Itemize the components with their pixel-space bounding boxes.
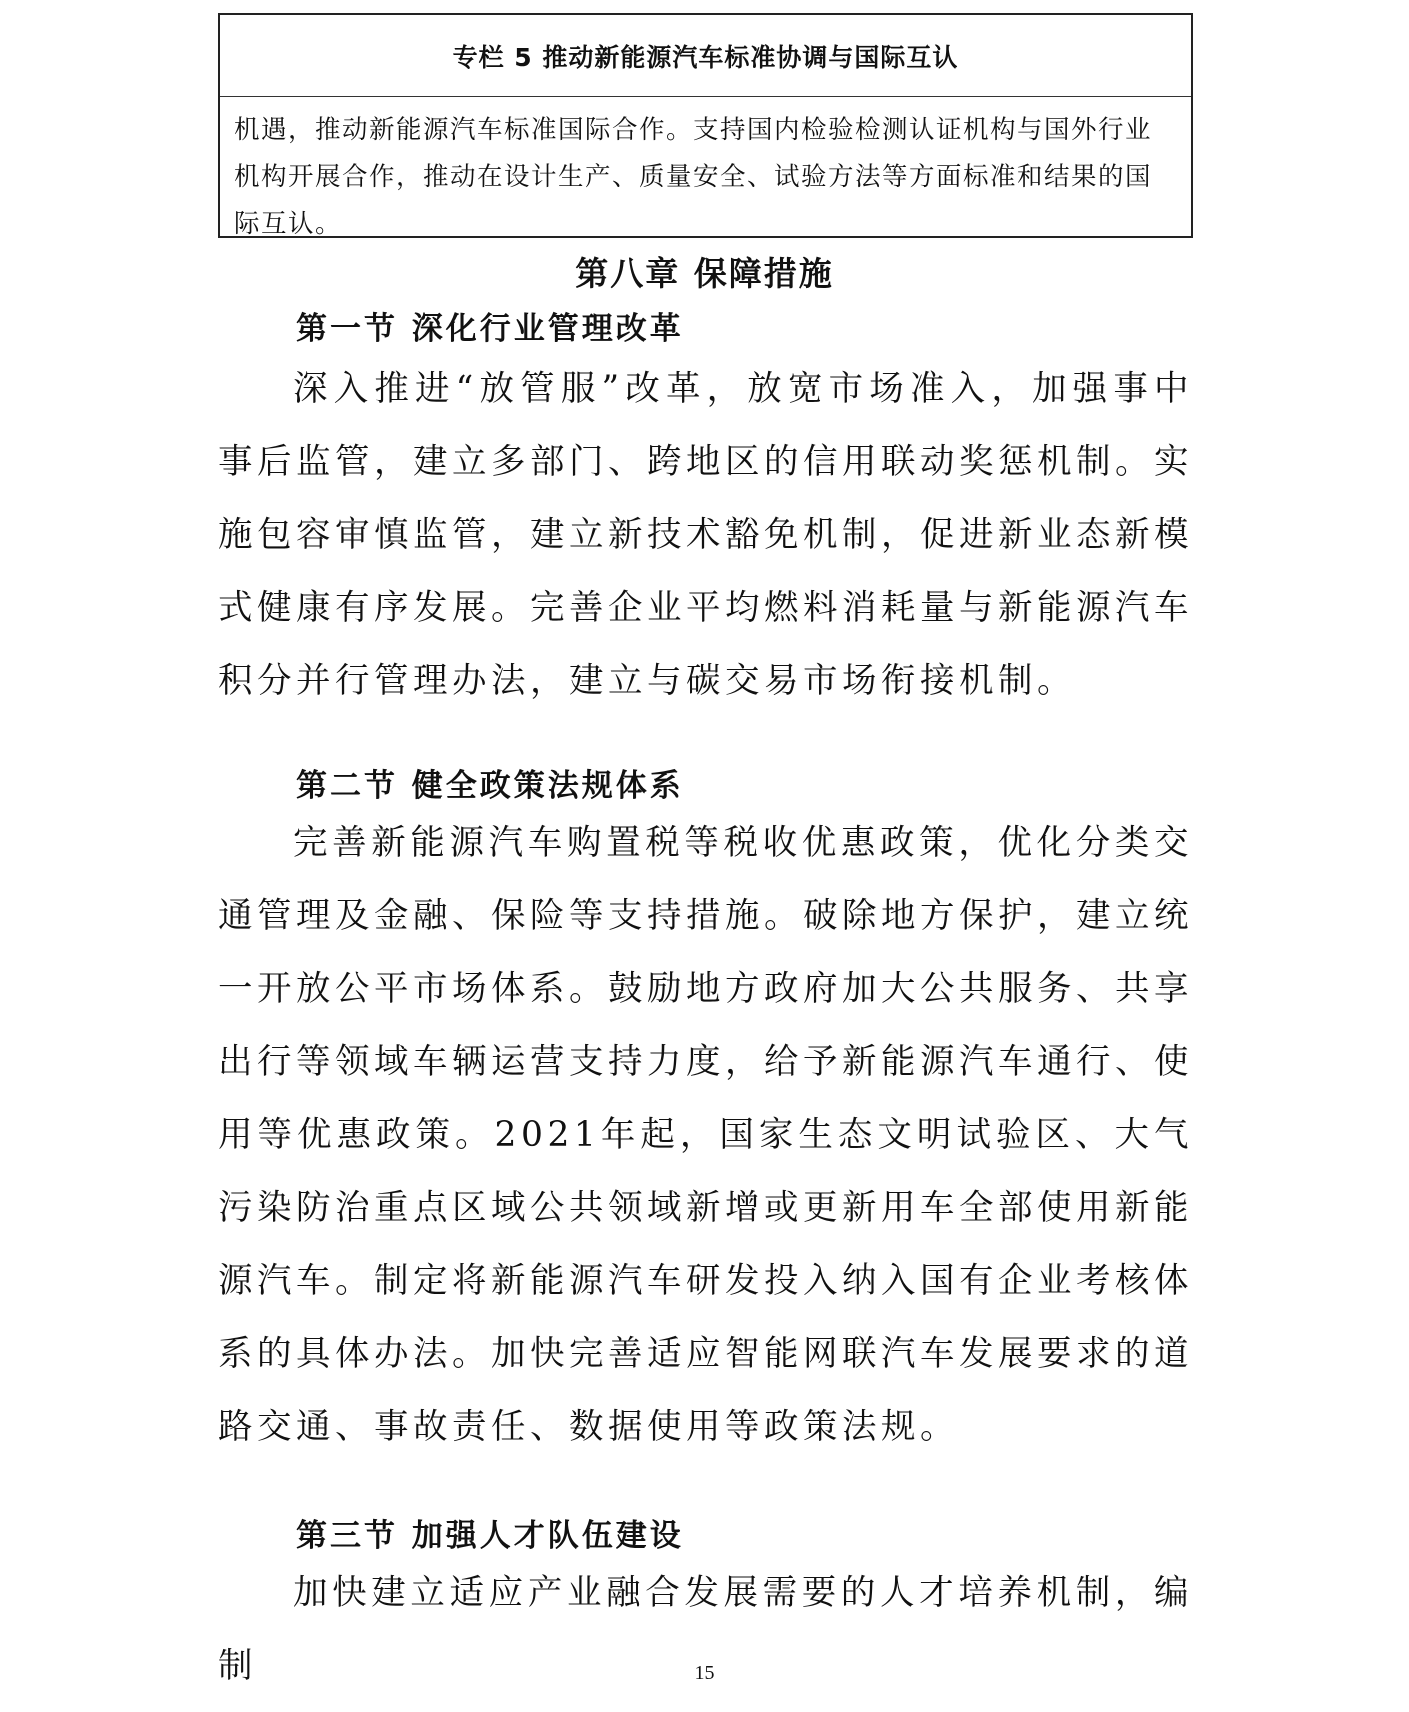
section-heading-2: 第二节 健全政策法规体系 — [296, 768, 684, 804]
section-heading-1: 第一节 深化行业管理改革 — [296, 311, 684, 347]
column-box-title: 专栏 5 推动新能源汽车标准协调与国际互认 — [220, 15, 1191, 97]
section-paragraph-2: 完善新能源汽车购置税等税收优惠政策，优化分类交通管理及金融、保险等支持措施。破除地方保护，建立统一开放公平市场体系。鼓励地方政府加大公共服务、共享出行等领域车辆运营支持力度，给予新能源汽车通行、使用等优惠政策。2021年起，国家生态文明试验区、大气污染防治重点区域公共领域新增或更新用车全部使用新能源汽车。制定将新能源汽车研发投入纳入国有企业考核体系的具体办法。加快完善适应智能网联汽车发展要求的道路交通、事故责任、数据使用等政策法规。 — [218, 823, 1193, 1447]
section-heading-3: 第三节 加强人才队伍建设 — [296, 1518, 684, 1554]
chapter-title: 第八章 保障措施 — [575, 254, 834, 293]
section-paragraph-1: 深入推进“放管服”改革，放宽市场准入，加强事中事后监管，建立多部门、跨地区的信用联动奖惩机制。实施包容审慎监管，建立新技术豁免机制，促进新业态新模式健康有序发展。完善企业平均燃料消耗量与新能源汽车积分并行管理办法，建立与碳交易市场衔接机制。 — [218, 369, 1193, 701]
column-box-body: 机遇，推动新能源汽车标准国际合作。支持国内检验检测认证机构与国外行业机构开展合作，推动在设计生产、质量安全、试验方法等方面标准和结果的国际互认。 — [234, 115, 1153, 239]
column-box — [218, 13, 1193, 238]
page-number: 15 — [694, 1662, 715, 1684]
section-paragraph-3: 加快建立适应产业融合发展需要的人才培养机制，编制 — [218, 1573, 1193, 1686]
